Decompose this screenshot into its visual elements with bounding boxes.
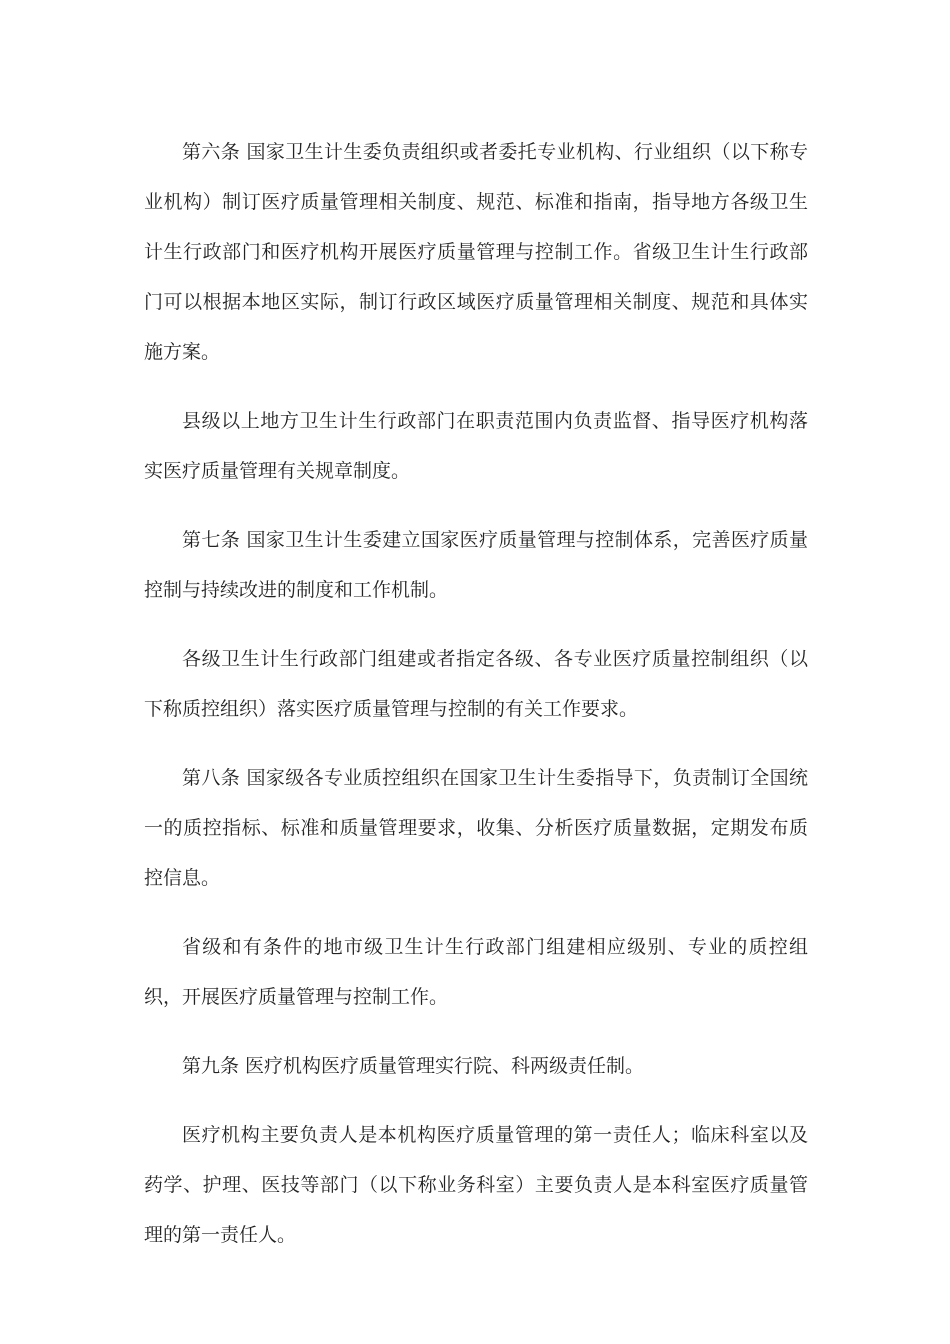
paragraph-provincial-qc: 省级和有条件的地市级卫生计生行政部门组建相应级别、专业的质控组织，开展医疗质量管理与控制工作。 — [144, 936, 808, 1008]
paragraph-article-8: 第八条 国家级各专业质控组织在国家卫生计生委指导下，负责制订全国统一的质控指标、标准和质量管理要求，收集、分析医疗质量数据，定期发布质控信息。 — [144, 767, 808, 889]
paragraph-qc-organization: 各级卫生计生行政部门组建或者指定各级、各专业医疗质量控制组织（以下称质控组织）落实医疗质量管理与控制的有关工作要求。 — [144, 648, 808, 720]
paragraph-article-6: 第六条 国家卫生计生委负责组织或者委托专业机构、行业组织（以下称专业机构）制订医疗质量管理相关制度、规范、标准和指南，指导地方各级卫生计生行政部门和医疗机构开展医疗质量管理与控制工作。省级卫生计生行政部门可以根据本地区实际，制订行政区域医疗质量管理相关制度、规范和具体实施方案。 — [144, 141, 808, 363]
paragraph-responsibility: 医疗机构主要负责人是本机构医疗质量管理的第一责任人；临床科室以及药学、护理、医技等部门（以下称业务科室）主要负责人是本科室医疗质量管理的第一责任人。 — [144, 1124, 808, 1246]
paragraph-article-7: 第七条 国家卫生计生委建立国家医疗质量管理与控制体系，完善医疗质量控制与持续改进的制度和工作机制。 — [144, 529, 808, 601]
paragraph-local-supervision: 县级以上地方卫生计生行政部门在职责范围内负责监督、指导医疗机构落实医疗质量管理有关规章制度。 — [144, 410, 808, 482]
paragraph-article-9: 第九条 医疗机构医疗质量管理实行院、科两级责任制。 — [182, 1055, 645, 1077]
document-page — [144, 127, 808, 1279]
